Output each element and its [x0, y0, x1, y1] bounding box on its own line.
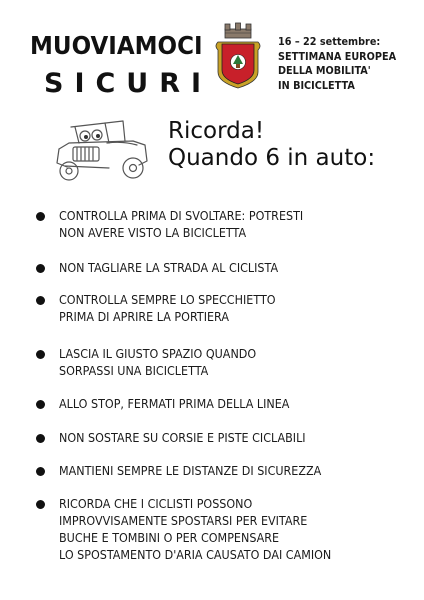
rule-text: LASCIA IL GIUSTO SPAZIO QUANDO SORPASSI UNA BICICLETTA [59, 347, 257, 378]
bullet-dot-icon [36, 296, 45, 305]
bullet-dot-icon [36, 434, 45, 443]
list-item [36, 208, 421, 242]
rule-text: CONTROLLA SEMPRE LO SPECCHIETTO PRIMA DI APRIRE LA PORTIERA [59, 293, 276, 324]
bullet-dot-icon [36, 400, 45, 409]
list-item [36, 292, 421, 326]
rule-text: RICORDA CHE I CICLISTI POSSONO IMPROVVISAMENTE SPOSTARSI PER EVITARE BUCHE E TOMBINI O PER COMPENSARE LO SPOSTAMENTO D'ARIA CAUSATO DAI CAMION [59, 497, 332, 562]
reminder-line1: Ricorda! [168, 118, 265, 144]
rule-text: MANTIENI SEMPRE LE DISTANZE DI SICUREZZA [59, 464, 322, 478]
list-item [36, 346, 421, 380]
rule-text: CONTROLLA PRIMA DI SVOLTARE: POTRESTI NON AVERE VISTO LA BICICLETTA [59, 209, 304, 240]
list-item [36, 496, 421, 564]
event-line-2: SETTIMANA EUROPEA [278, 49, 397, 63]
rule-text: NON SOSTARE SU CORSIE E PISTE CICLABILI [59, 431, 306, 445]
bullet-dot-icon [36, 350, 45, 359]
municipal-crest-icon [212, 20, 264, 90]
bullet-dot-icon [36, 467, 45, 476]
campaign-title-line2: SICURI [44, 68, 213, 99]
rule-text: ALLO STOP, FERMATI PRIMA DELLA LINEA [59, 397, 290, 411]
reminder-line2: Quando 6 in auto: [168, 145, 376, 171]
list-item [36, 463, 421, 480]
list-item [36, 260, 421, 277]
bullet-dot-icon [36, 264, 45, 273]
reminder-heading [168, 118, 375, 172]
event-dates: 16 – 22 settembre: [278, 35, 381, 48]
bullet-dot-icon [36, 212, 45, 221]
rule-text: NON TAGLIARE LA STRADA AL CICLISTA [59, 261, 279, 275]
event-description [278, 35, 401, 93]
list-item [36, 396, 421, 413]
campaign-title-line1: MUOVIAMOCI [30, 31, 203, 60]
bullet-dot-icon [36, 500, 45, 509]
list-item [36, 430, 421, 447]
event-line-4: IN BICICLETTA [278, 78, 355, 92]
vintage-car-icon [45, 113, 155, 183]
event-line-3: DELLA MOBILITA' [278, 64, 371, 77]
